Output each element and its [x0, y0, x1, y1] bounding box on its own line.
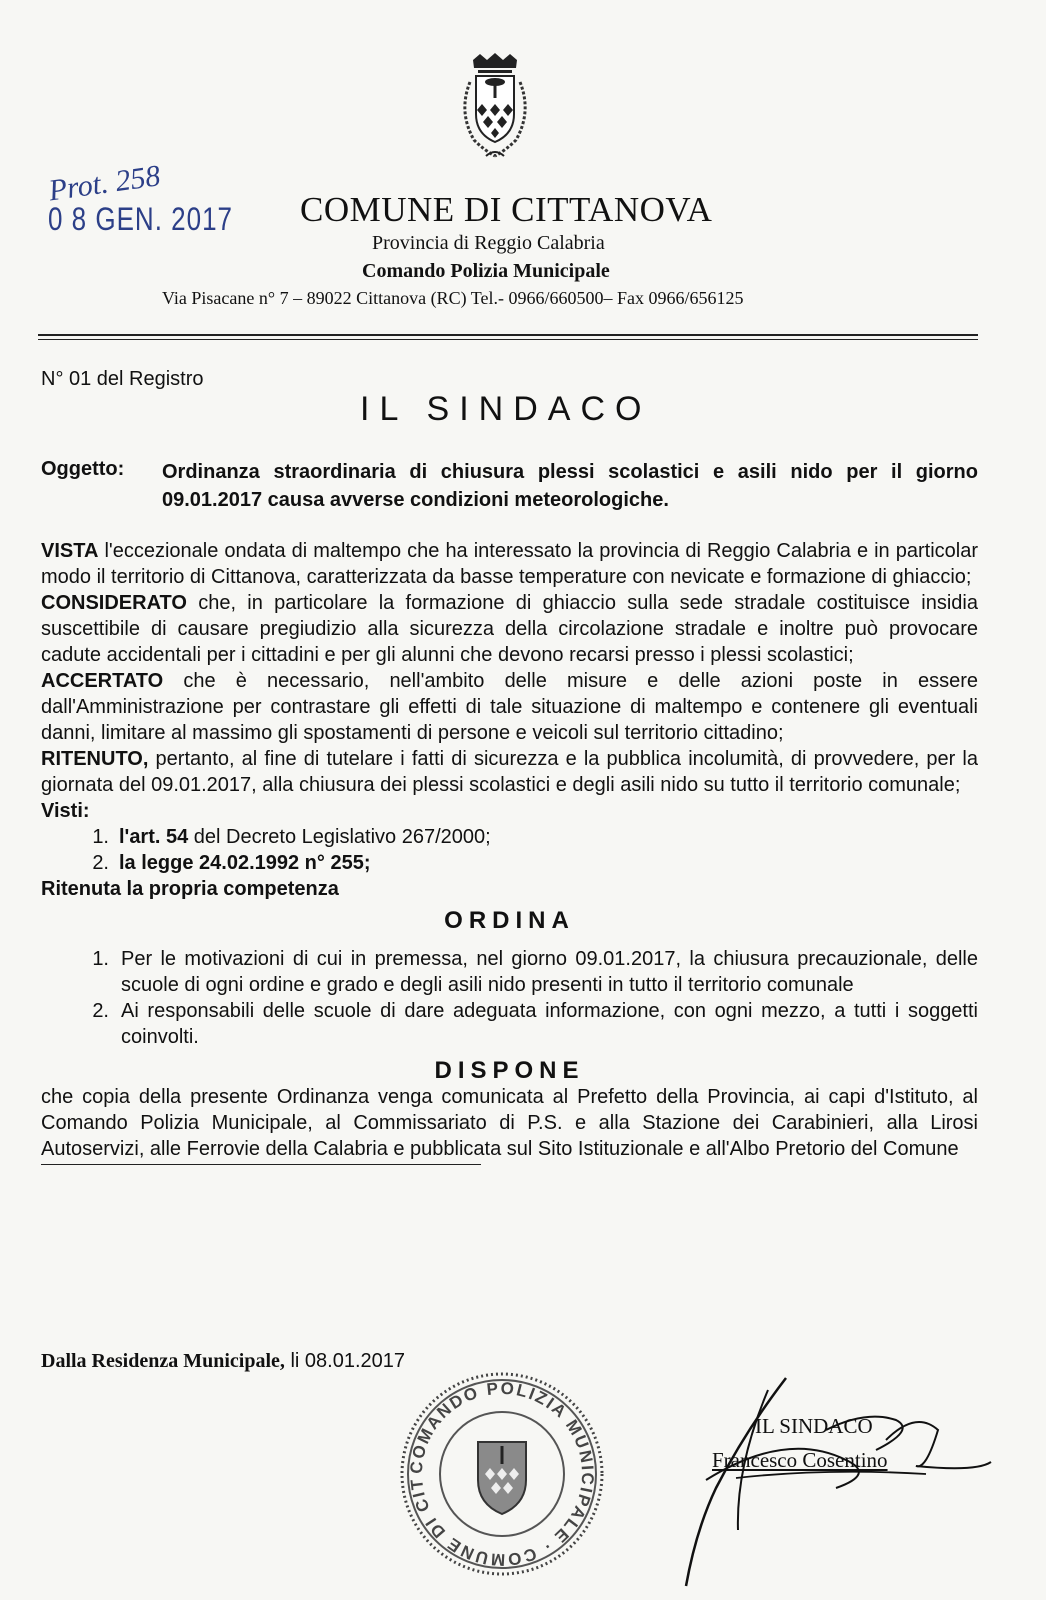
premise-text: l'eccezionale ondata di maltempo che ha interessato la provincia di Reggio Calabria e in particolar modo il territorio di Cittanova, caratterizzata da basse temperature con nevicate e formazione di ghiaccio; [41, 540, 978, 588]
signature-title: IL SINDACO [755, 1414, 873, 1438]
competence-text: Ritenuta la propria competenza [41, 878, 339, 900]
visti-label [41, 798, 978, 824]
list-item [81, 824, 978, 850]
dispone-heading: DISPONE [434, 1057, 585, 1084]
closing-line [41, 1350, 405, 1373]
visti-heading: Visti: [41, 800, 90, 822]
list-number: 2. [92, 852, 109, 874]
premise-text: che è necessario, nell'ambito delle misure e delle azioni poste in essere dall'Amministrazione per contrastare gli effetti di tale situazione di maltempo e contenere gli eventuali danni, limitare al massimo gli spostamenti di persone e veicoli sul territorio cittadino; [41, 670, 978, 744]
list-bold: la legge 24.02.1992 n° 255; [119, 852, 371, 874]
visti-list [81, 824, 978, 876]
province-line: Provincia di Reggio Calabria [372, 232, 605, 254]
ordina-list [81, 946, 978, 1050]
signature-graphic [676, 1370, 996, 1590]
signature-name: Francesco Cosentino [712, 1448, 888, 1472]
list-text: Ai responsabili delle scuole di dare adeguata informazione, con ogni mezzo, a tutti i soggetti coinvolti. [121, 1000, 978, 1048]
closing-place: Dalla Residenza Municipale, [41, 1350, 285, 1372]
list-item [81, 946, 978, 998]
coat-of-arms-icon [440, 52, 550, 170]
list-item [81, 998, 978, 1050]
seal-text: COMANDO POLIZIA MUNICIPALE · COMUNE DI CIT [406, 1378, 598, 1570]
subject-text: Ordinanza straordinaria di chiusura plessi scolastici e asili nido per il giorno 09.01.2017 causa avverse condizioni meteorologiche. [162, 461, 978, 511]
list-number: 1. [92, 948, 109, 970]
premise-key: CONSIDERATO [41, 592, 187, 614]
address-line: Via Pisacane n° 7 – 89022 Cittanova (RC) Tel.- 0966/660500– Fax 0966/656125 [162, 288, 744, 308]
list-number: 1. [92, 826, 109, 848]
premise-text: pertanto, al fine di tutelare i fatti di sicurezza e la pubblica incolumità, di provvedere, per la giornata del 09.01.2017, alla chiusura dei plessi scolastici e degli asili nido su tutto il territorio comunale; [41, 748, 978, 796]
official-seal [396, 1368, 608, 1580]
premise-key: RITENUTO, [41, 748, 149, 770]
municipality-title: COMUNE DI CITTANOVA [300, 190, 713, 229]
list-text: del Decreto Legislativo 267/2000; [188, 826, 491, 848]
premise-ritenuto [41, 746, 978, 798]
premise-vista [41, 538, 978, 590]
list-bold: l'art. 54 [119, 826, 189, 848]
text-underline [41, 1164, 481, 1165]
ordina-heading: ORDINA [444, 907, 575, 934]
list-number: 2. [92, 1000, 109, 1022]
list-item [81, 850, 978, 876]
subject-label: Oggetto: [41, 458, 125, 480]
premise-considerato [41, 590, 978, 668]
competence-line [41, 876, 978, 902]
premise-accertato [41, 668, 978, 746]
dispone-text: che copia della presente Ordinanza venga comunicata al Prefetto della Provincia, ai capi d'Istituto, al Comando Polizia Municipale, al Commissariato di P.S. e alla Stazione dei Carabinieri, alla Lirosi Autoservizi, alle Ferrovie della Calabria e pubblicata sul Sito Istituzionale e all'Albo Pretorio del Comune [41, 1086, 978, 1160]
protocol-number: Prot. 258 [46, 159, 163, 208]
protocol-date: 0 8 GEN. 2017 [48, 200, 233, 238]
page-title: IL SINDACO [360, 390, 652, 428]
registry-number: N° 01 del Registro [41, 368, 204, 390]
premise-text: che, in particolare la formazione di ghiaccio sulla sede stradale costituisce insidia suscettibile di causare pregiudizio alla sicurezza della circolazione stradale e inoltre può provocare cadute accidentali per i cittadini e per gli alunni che devono recarsi presso i plessi scolastici; [41, 592, 978, 666]
premise-key: ACCERTATO [41, 670, 164, 692]
command-line: Comando Polizia Municipale [362, 260, 610, 282]
premise-key: VISTA [41, 540, 99, 562]
list-text: Per le motivazioni di cui in premessa, nel giorno 09.01.2017, la chiusura precauzionale, delle scuole di ogni ordine e grado e degli asili nido presenti in tutto il territorio comunale [121, 948, 978, 996]
header-divider [38, 334, 978, 336]
protocol-stamp [48, 160, 258, 260]
ordinance-body [41, 538, 978, 1165]
closing-date: li 08.01.2017 [284, 1350, 405, 1372]
header-divider-thin [38, 339, 978, 340]
